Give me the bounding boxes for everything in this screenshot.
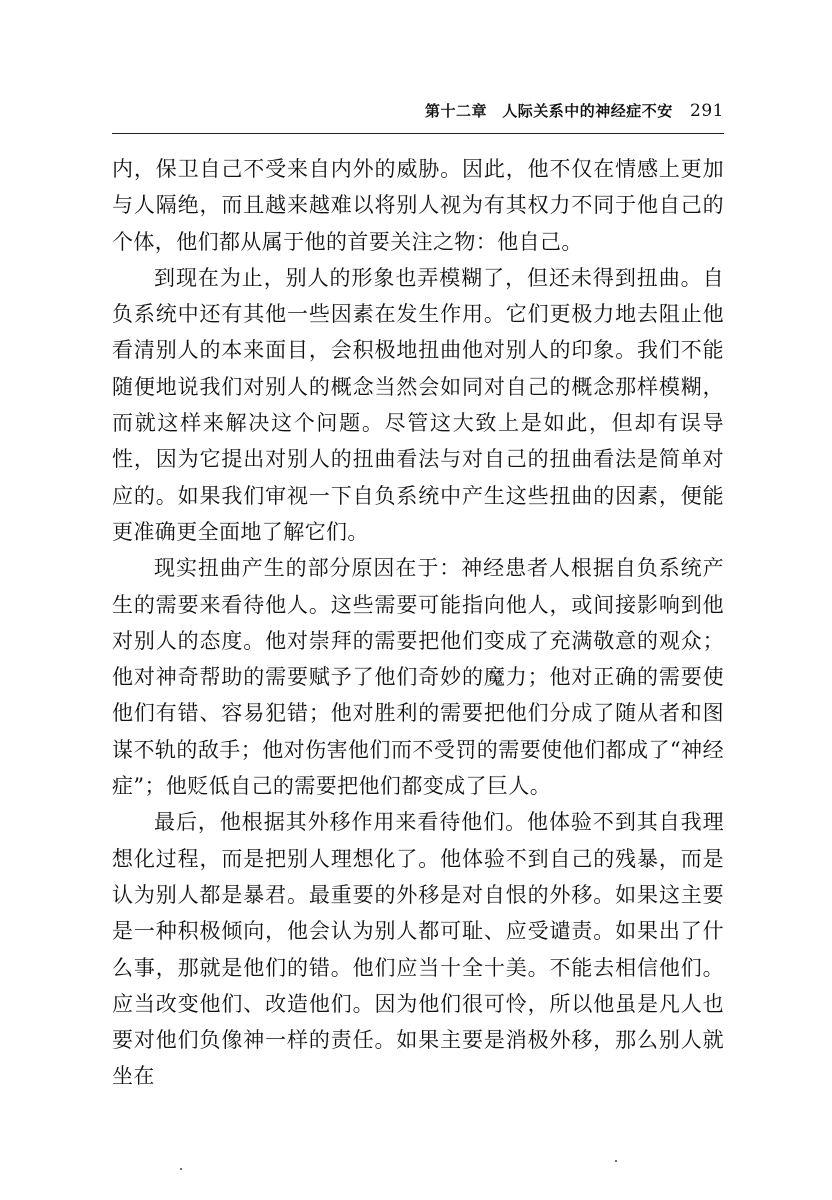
running-header — [112, 100, 724, 130]
paragraph-continued: 内，保卫自己不受来自内外的威胁。因此，他不仅在情感上更加与人隔绝，而且越来越难以将别人视为有其权力不同于他自己的个体，他们都从属于他的首要关注之物：他自己。 — [112, 157, 724, 254]
paragraph: 最后，他根据其外移作用来看待他们。他体验不到其自我理想化过程，而是把别人理想化了。他体验不到自己的残暴，而是认为别人都是暴君。最重要的外移是对自恨的外移。如果这主要是一种积极倾向，他会认为别人都可耻、应受谴责。如果出了什么事，那就是他们的错。他们应当十全十美。不能去相信他们。应当改变他们、改造他们。因为他们很可怜，所以他虽是凡人也要对他们负像神一样的责任。如果主要是消极外移，那么别人就坐在 — [112, 810, 724, 1089]
paragraph: 现实扭曲产生的部分原因在于：神经患者人根据自负系统产生的需要来看待他人。这些需要可能指向他人，或间接影响到他对别人的态度。他对崇拜的需要把他们变成了充满敬意的观众；他对神奇帮助的需要赋予了他们奇妙的魔力；他对正确的需要使他们有错、容易犯错；他对胜利的需要把他们分成了随从者和图谋不轨的敌手；他对伤害他们而不受罚的需要使他们都成了“神经症”；他贬低自己的需要把他们都变成了巨人。 — [112, 556, 724, 799]
page-number: 291 — [690, 101, 724, 121]
header-rule — [112, 133, 724, 134]
scan-speck — [180, 1168, 182, 1170]
body-text — [112, 151, 724, 1095]
paragraph: 到现在为止，别人的形象也弄模糊了，但还未得到扭曲。自负系统中还有其他一些因素在发生作用。它们更极力地去阻止他看清别人的本来面目，会积极地扭曲他对别人的印象。我们不能随便地说我们对别人的概念当然会如同对自己的概念那样模糊，而就这样来解决这个问题。尽管这大致上是如此，但却有误导性，因为它提出对别人的扭曲看法与对自己的扭曲看法是简单对应的。如果我们审视一下自负系统中产生这些扭曲的因素，便能更准确更全面地了解它们。 — [112, 265, 724, 544]
chapter-label: 第十二章 — [424, 102, 487, 120]
scan-speck — [615, 1160, 617, 1162]
chapter-title: 人际关系中的神经症不安 — [502, 102, 673, 120]
